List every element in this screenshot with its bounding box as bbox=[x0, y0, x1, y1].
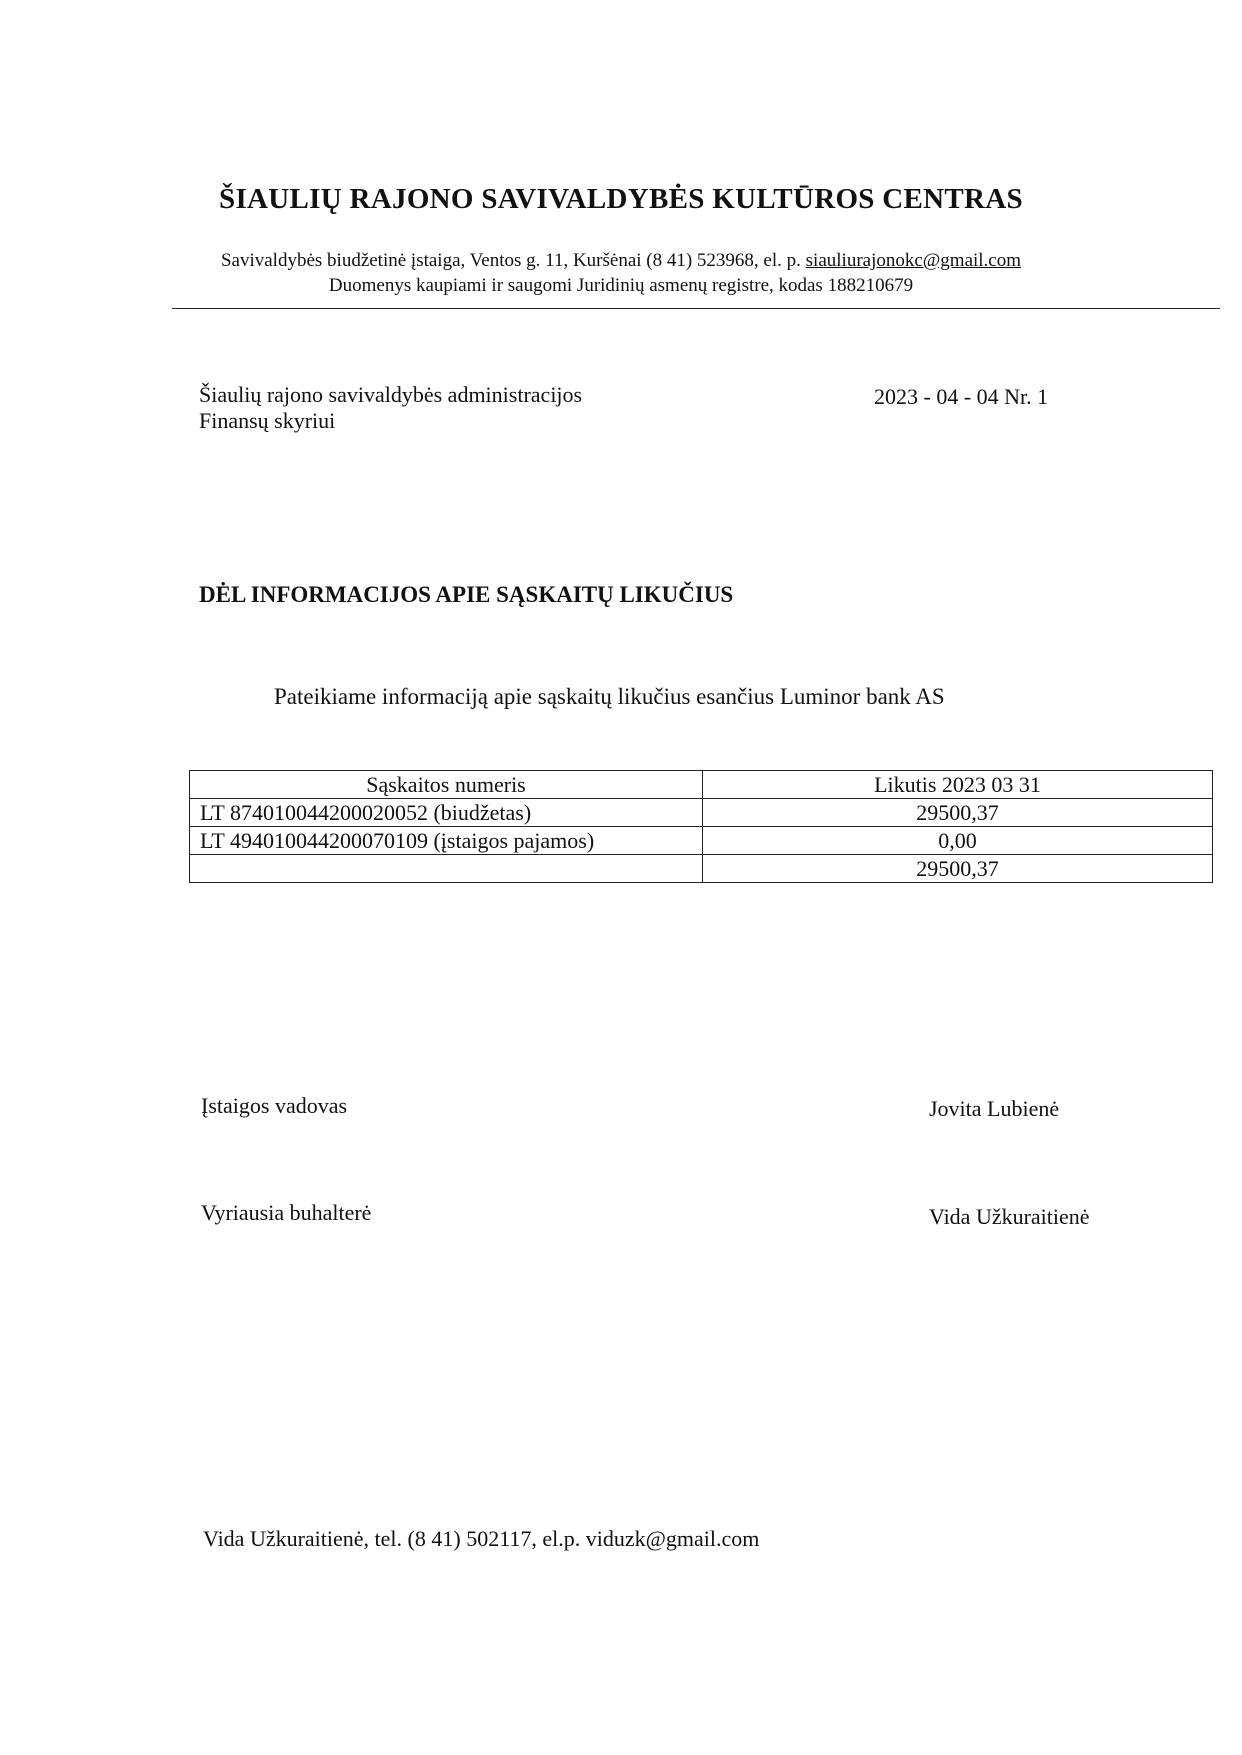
account-number-cell bbox=[190, 855, 703, 883]
balance-cell: 0,00 bbox=[703, 827, 1213, 855]
signature-name-head: Jovita Lubienė bbox=[929, 1096, 1060, 1121]
account-number-cell: LT 874010044200020052 (biudžetas) bbox=[190, 799, 703, 827]
balance-cell: 29500,37 bbox=[703, 799, 1213, 827]
account-number-cell: LT 494010044200070109 (įstaigos pajamos) bbox=[190, 827, 703, 855]
table-row bbox=[190, 827, 1213, 855]
document-date-number: 2023 - 04 - 04 Nr. 1 bbox=[874, 384, 1049, 409]
total-balance-cell: 29500,37 bbox=[703, 855, 1213, 883]
document-subject: DĖL INFORMACIJOS APIE SĄSKAITŲ LIKUČIUS bbox=[199, 582, 734, 607]
organization-info-line bbox=[0, 250, 1242, 272]
column-header-balance: Likutis 2023 03 31 bbox=[703, 771, 1213, 799]
intro-paragraph: Pateikiame informaciją apie sąskaitų likučius esančius Luminor bank AS bbox=[274, 684, 945, 709]
organization-address: Savivaldybės biudžetinė įstaiga, Ventos g. 11, Kuršėnai (8 41) 523968, el. p. bbox=[220, 250, 806, 271]
organization-title: ŠIAULIŲ RAJONO SAVIVALDYBĖS KULTŪROS CENTRAS bbox=[219, 183, 1023, 215]
recipient-line-1: Šiaulių rajono savivaldybės administracijos bbox=[199, 382, 583, 407]
organization-email-link[interactable]: siauliurajonokc@gmail.com bbox=[805, 250, 1022, 271]
contact-line: Vida Užkuraitienė, tel. (8 41) 502117, el.p. viduzk@gmail.com bbox=[203, 1526, 760, 1551]
table-header-row bbox=[190, 771, 1213, 799]
header-divider bbox=[172, 308, 1220, 309]
account-balances-table bbox=[189, 770, 1213, 883]
organization-registry-line: Duomenys kaupiami ir saugomi Juridinių asmenų registre, kodas 188210679 bbox=[328, 275, 914, 296]
signature-role-head: Įstaigos vadovas bbox=[201, 1093, 348, 1118]
table-row bbox=[190, 799, 1213, 827]
table-total-row bbox=[190, 855, 1213, 883]
recipient-line-2: Finansų skyriui bbox=[199, 408, 336, 433]
column-header-account: Sąskaitos numeris bbox=[190, 771, 703, 799]
signature-role-accountant: Vyriausia buhalterė bbox=[201, 1200, 372, 1225]
signature-name-accountant: Vida Užkuraitienė bbox=[929, 1204, 1090, 1229]
